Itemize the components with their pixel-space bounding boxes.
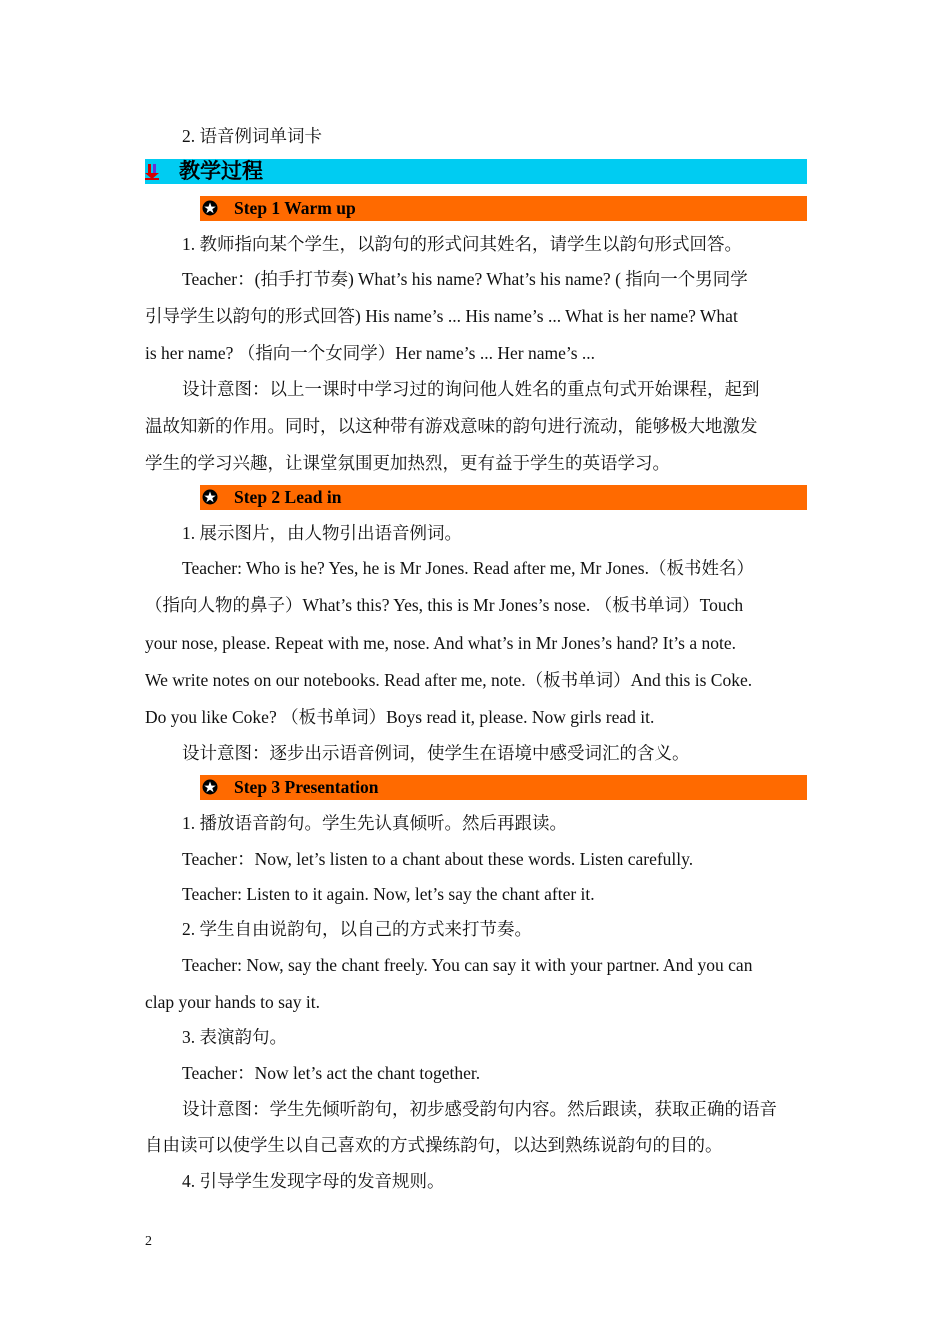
- star-icon: [202, 779, 218, 795]
- section-header: [145, 159, 807, 184]
- page-number: 2: [145, 1234, 152, 1249]
- paragraph-line: 设计意图：学生先倾听韵句，初步感受韵句内容。然后跟读，获取正确的语音: [182, 1099, 777, 1119]
- paragraph-line: 2. 学生自由说韵句，以自己的方式来打节奏。: [182, 919, 532, 939]
- step-label: Step 2 Lead in: [234, 487, 342, 507]
- paragraph-line: 4. 引导学生发现字母的发音规则。: [182, 1171, 445, 1191]
- paragraph-line: Teacher: Listen to it again. Now, let’s say the chant after it.: [182, 884, 595, 904]
- paragraph-line: your nose, please. Repeat with me, nose. And what’s in Mr Jones’s hand? It’s a note.: [145, 633, 737, 653]
- material-item: 2. 语音例词单词卡: [182, 126, 322, 146]
- paragraph-line: 自由读可以使学生以自己喜欢的方式操练韵句，以达到熟练说韵句的目的。: [145, 1135, 723, 1155]
- paragraph-line: 1. 教师指向某个学生，以韵句的形式问其姓名，请学生以韵句形式回答。: [182, 234, 742, 254]
- paragraph-line: Teacher: Now, say the chant freely. You can say it with your partner. And you can: [182, 955, 753, 975]
- paragraph-line: Teacher：Now, let’s listen to a chant about these words. Listen carefully.: [182, 849, 694, 869]
- paragraph-line: clap your hands to say it.: [145, 992, 320, 1012]
- step-header-lead-in: [200, 485, 807, 510]
- paragraph-line: 设计意图：以上一课时中学习过的询问他人姓名的重点句式开始课程，起到: [182, 379, 760, 399]
- paragraph-line: 学生的学习兴趣，让课堂氛围更加热烈，更有益于学生的英语学习。: [145, 453, 670, 473]
- step-label: Step 1 Warm up: [234, 198, 356, 218]
- star-icon: [202, 489, 218, 505]
- paragraph-line: Do you like Coke? （板书单词）Boys read it, please. Now girls read it.: [145, 707, 655, 727]
- step-header-warm-up: [200, 196, 807, 221]
- paragraph-line: 1. 播放语音韵句。学生先认真倾听。然后再跟读。: [182, 813, 567, 833]
- star-icon: [202, 200, 218, 216]
- paragraph-line: Teacher：Now let’s act the chant together.: [182, 1063, 481, 1083]
- paragraph-line: 温故知新的作用。同时，以这种带有游戏意味的韵句进行流动，能够极大地激发: [145, 416, 758, 436]
- paragraph-line: is her name? （指向一个女同学）Her name’s ... Her name’s ...: [145, 343, 596, 363]
- step-label: Step 3 Presentation: [234, 777, 379, 797]
- paragraph-line: We write notes on our notebooks. Read after me, note.（板书单词）And this is Coke.: [145, 670, 753, 690]
- paragraph-line: 3. 表演韵句。: [182, 1027, 287, 1047]
- section-title: 教学过程: [179, 159, 263, 183]
- paragraph-line: 引导学生以韵句的形式回答) His name’s ... His name’s ... What is her name? What: [145, 306, 738, 326]
- paragraph-line: Teacher: Who is he? Yes, he is Mr Jones. Read after me, Mr Jones.（板书姓名）: [182, 558, 754, 578]
- arrow-down-icon: [145, 164, 159, 180]
- paragraph-line: 1. 展示图片，由人物引出语音例词。: [182, 523, 462, 543]
- step-header-presentation: [200, 775, 807, 800]
- paragraph-line: （指向人物的鼻子）What’s this? Yes, this is Mr Jones’s nose. （板书单词）Touch: [145, 595, 744, 615]
- paragraph-line: 设计意图：逐步出示语音例词，使学生在语境中感受词汇的含义。: [182, 743, 690, 763]
- paragraph-line: Teacher：(拍手打节奏) What’s his name? What’s his name? ( 指向一个男同学: [182, 269, 748, 289]
